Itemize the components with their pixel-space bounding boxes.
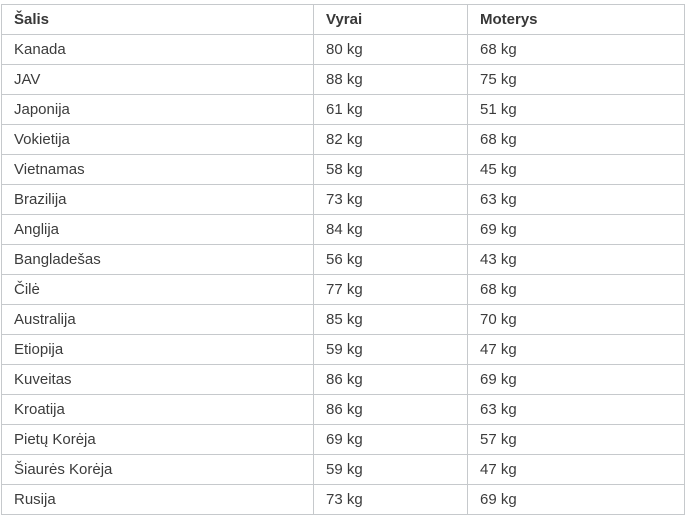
women-cell: 69 kg [468, 215, 685, 245]
women-cell: 47 kg [468, 335, 685, 365]
men-cell: 59 kg [314, 335, 468, 365]
men-cell: 56 kg [314, 245, 468, 275]
table-row [2, 365, 685, 395]
table-row [2, 35, 685, 65]
women-cell: 51 kg [468, 95, 685, 125]
country-cell: Čilė [2, 275, 314, 305]
women-cell: 68 kg [468, 35, 685, 65]
table-row [2, 425, 685, 455]
table-row [2, 305, 685, 335]
table-row [2, 395, 685, 425]
women-cell: 70 kg [468, 305, 685, 335]
country-cell: Kuveitas [2, 365, 314, 395]
country-cell: Rusija [2, 485, 314, 515]
table-row [2, 155, 685, 185]
women-cell: 75 kg [468, 65, 685, 95]
men-cell: 73 kg [314, 185, 468, 215]
table-row [2, 95, 685, 125]
women-cell: 63 kg [468, 395, 685, 425]
table-header-row [2, 5, 685, 35]
men-cell: 88 kg [314, 65, 468, 95]
women-cell: 57 kg [468, 425, 685, 455]
men-cell: 69 kg [314, 425, 468, 455]
table-row [2, 215, 685, 245]
table-row [2, 65, 685, 95]
table-row [2, 485, 685, 515]
men-cell: 59 kg [314, 455, 468, 485]
women-cell: 69 kg [468, 485, 685, 515]
women-cell: 45 kg [468, 155, 685, 185]
table-row [2, 245, 685, 275]
table-row [2, 275, 685, 305]
table-row [2, 125, 685, 155]
women-cell: 43 kg [468, 245, 685, 275]
men-cell: 84 kg [314, 215, 468, 245]
country-cell: Etiopija [2, 335, 314, 365]
country-cell: JAV [2, 65, 314, 95]
men-cell: 85 kg [314, 305, 468, 335]
country-cell: Kanada [2, 35, 314, 65]
header-men: Vyrai [314, 5, 468, 35]
country-cell: Kroatija [2, 395, 314, 425]
men-cell: 61 kg [314, 95, 468, 125]
country-cell: Bangladešas [2, 245, 314, 275]
country-cell: Brazilija [2, 185, 314, 215]
header-women: Moterys [468, 5, 685, 35]
table-row [2, 335, 685, 365]
men-cell: 86 kg [314, 395, 468, 425]
country-cell: Vietnamas [2, 155, 314, 185]
women-cell: 63 kg [468, 185, 685, 215]
women-cell: 68 kg [468, 275, 685, 305]
men-cell: 58 kg [314, 155, 468, 185]
women-cell: 69 kg [468, 365, 685, 395]
country-cell: Anglija [2, 215, 314, 245]
country-cell: Australija [2, 305, 314, 335]
women-cell: 68 kg [468, 125, 685, 155]
table-row [2, 185, 685, 215]
women-cell: 47 kg [468, 455, 685, 485]
table-row [2, 455, 685, 485]
country-cell: Pietų Korėja [2, 425, 314, 455]
country-cell: Šiaurės Korėja [2, 455, 314, 485]
men-cell: 82 kg [314, 125, 468, 155]
country-cell: Japonija [2, 95, 314, 125]
men-cell: 73 kg [314, 485, 468, 515]
men-cell: 77 kg [314, 275, 468, 305]
country-cell: Vokietija [2, 125, 314, 155]
weights-table [1, 4, 685, 515]
header-country: Šalis [2, 5, 314, 35]
page [0, 4, 688, 523]
men-cell: 80 kg [314, 35, 468, 65]
men-cell: 86 kg [314, 365, 468, 395]
